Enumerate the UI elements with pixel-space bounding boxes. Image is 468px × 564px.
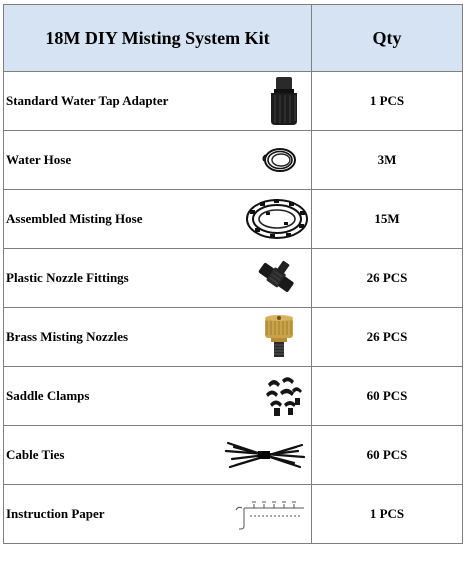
item-label: Water Hose	[6, 152, 72, 167]
qty-cell: 3M	[312, 131, 463, 190]
item-cell	[4, 367, 312, 426]
qty-cell: 1 PCS	[312, 485, 463, 544]
item-label: Brass Misting Nozzles	[6, 329, 129, 344]
saddle-clamps-icon	[262, 374, 306, 418]
table-row	[4, 131, 463, 190]
qty-cell: 1 PCS	[312, 72, 463, 131]
kit-contents-table	[3, 4, 463, 544]
header-qty: Qty	[312, 5, 463, 72]
item-label: Plastic Nozzle Fittings	[6, 270, 129, 285]
cable-ties-icon	[224, 437, 306, 473]
item-label: Assembled Misting Hose	[6, 211, 143, 226]
item-cell	[4, 249, 312, 308]
header-item: 18M DIY Misting System Kit	[4, 5, 312, 72]
item-cell	[4, 72, 312, 131]
qty-cell: 26 PCS	[312, 308, 463, 367]
qty-cell: 15M	[312, 190, 463, 249]
table-row	[4, 72, 463, 131]
qty-cell: 60 PCS	[312, 367, 463, 426]
table-row	[4, 426, 463, 485]
item-cell	[4, 308, 312, 367]
qty-cell: 26 PCS	[312, 249, 463, 308]
item-label: Instruction Paper	[6, 506, 105, 521]
item-cell	[4, 485, 312, 544]
tap-adapter-icon	[262, 75, 306, 127]
item-label: Cable Ties	[6, 447, 65, 462]
table-row	[4, 485, 463, 544]
item-label: Standard Water Tap Adapter	[6, 93, 169, 108]
item-cell	[4, 426, 312, 485]
nozzle-fitting-icon	[254, 258, 300, 298]
qty-cell: 60 PCS	[312, 426, 463, 485]
item-label: Saddle Clamps	[6, 388, 90, 403]
hose-coil-icon	[260, 143, 300, 177]
table-row	[4, 367, 463, 426]
table-row	[4, 249, 463, 308]
item-cell	[4, 131, 312, 190]
header-row	[4, 5, 463, 72]
misting-hose-icon	[244, 196, 310, 242]
brass-nozzle-icon	[262, 314, 296, 360]
table-row	[4, 308, 463, 367]
item-cell	[4, 190, 312, 249]
table-row	[4, 190, 463, 249]
instruction-diagram-icon	[230, 496, 310, 532]
